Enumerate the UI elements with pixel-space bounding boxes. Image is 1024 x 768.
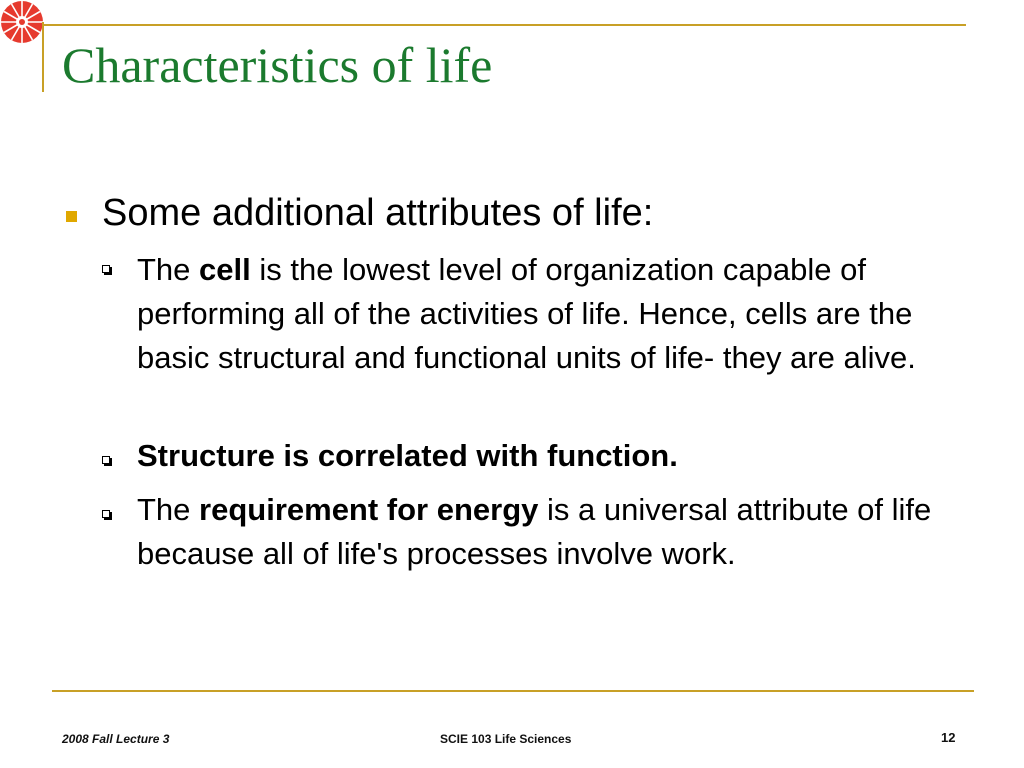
title-accent-horizontal-line [42,24,966,26]
hollow-square-bullet-icon [102,456,110,464]
hollow-square-bullet-icon [102,510,110,518]
sub-item-pre: The [137,492,200,527]
footer-divider-line [52,690,974,692]
sub-item-post: is the lowest level of organization capable of performing all of the activities of life. Hence, cells are the basic structural and functional units of life- they are alive. [137,252,916,375]
footer-left: 2008 Fall Lecture 3 [62,732,170,746]
sub-item-energy [137,488,937,576]
sub-item-bold: cell [199,252,251,287]
sub-item-pre: The [137,252,200,287]
hollow-square-bullet-icon [102,265,110,273]
title-accent-vertical-line [42,22,44,92]
slide-title: Characteristics of life [62,37,493,93]
square-bullet-icon [66,211,77,222]
bullet-text: Some additional attributes of life: [102,192,654,234]
sub-item-structure [137,434,937,478]
sub-item-bold: requirement for energy [199,492,539,527]
sub-item-bold: Structure is correlated with function. [137,438,678,473]
slide-number: 12 [941,730,956,745]
sub-item-post: is a universal attribute of life because all of life's processes involve work. [137,492,932,571]
sub-item-cell [137,248,937,380]
footer-center: SCIE 103 Life Sciences [440,732,572,746]
sunburst-logo-icon [0,0,60,52]
